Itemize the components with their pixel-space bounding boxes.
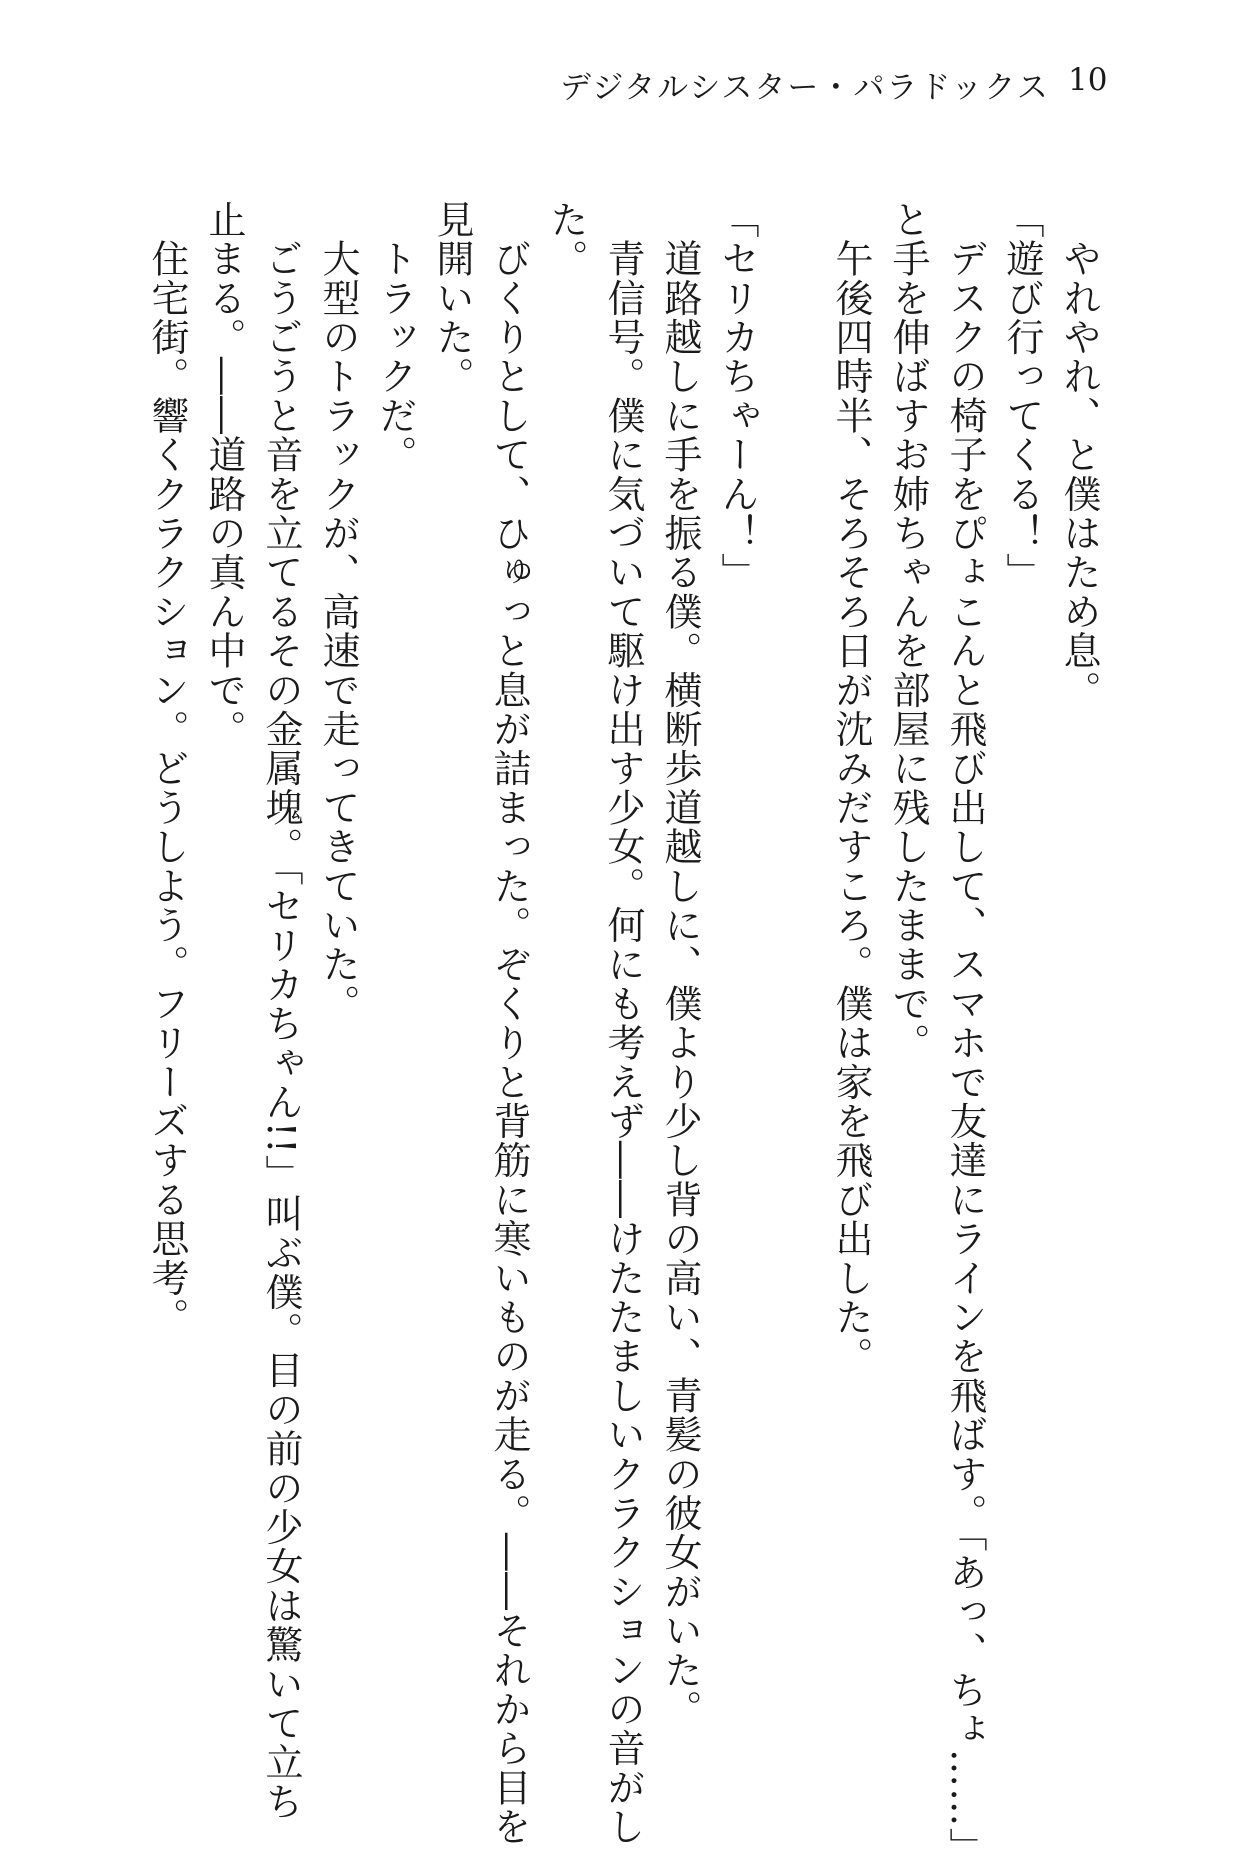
text-line: 「遊び行ってくる！」 [1000,200,1044,592]
text-line: 道路越しに手を振る僕。横断歩道越しに、僕より少し背の高い、青髪の彼女がいた。 [658,200,702,1729]
text-line: 午後四時半、そろそろ日が沈みだすころ。僕は家を飛び出した。 [829,200,873,1376]
running-header: デジタルシスター・パラドックス [560,70,1050,106]
page-number: 10 [1068,62,1108,98]
text-line: ごうごうと音を立てるその金属塊。「セリカちゃん!!」叫ぶ僕。目の前の少女は驚いて立ち [259,200,303,1822]
body-text [107,200,1107,1867]
text-line: た。 [544,200,588,279]
text-line: 止まる。――道路の真ん中で。 [202,200,246,749]
text-line: 青信号。僕に気づいて駆け出す少女。何にも考えず――けたたましいクラクションの音がし [601,200,645,1847]
text-line: びくりとして、ひゅっと息が詰まった。ぞくりと背筋に寒いものが走る。――それから目を [487,200,531,1847]
text-line: デスクの椅子をぴょこんと飛び出して、スマホで友達にラインを飛ばす。「あっ、ちょ……」 [943,200,987,1867]
text-line: 「セリカちゃーん！」 [715,200,759,592]
text-line: やれやれ、と僕はため息。 [1057,200,1101,710]
text-line: 大型のトラックが、高速で走ってきていた。 [316,200,360,1024]
blank-line [765,200,822,1620]
text-line: 住宅街。響くクラクション。どうしよう。フリーズする思考。 [145,200,189,1337]
text-line: トラックだ。 [373,200,417,475]
text-line: と手を伸ばすお姉ちゃんを部屋に残したままで。 [886,200,930,1063]
text-line: 見開いた。 [430,200,474,396]
